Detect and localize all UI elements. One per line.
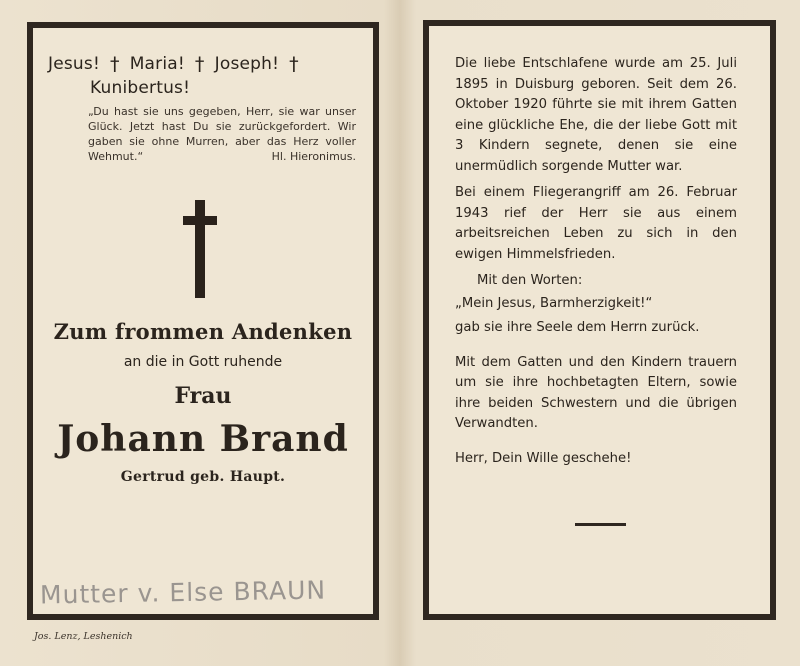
quote-text: „Du hast sie uns gegeben, Herr, sie war unser Glück. Jetzt hast Du sie zurückgefordert. Wir gaben sie ohne Murren, aber das Herz voller Wehmut.“ (88, 105, 356, 163)
invocation-kunibertus: Kunibertus! (90, 78, 191, 98)
soul-line: gab sie ihre Seele dem Herrn zurück. (455, 320, 700, 335)
last-words: „Mein Jesus, Barmherzigkeit!“ (455, 295, 653, 311)
quote-author: Hl. Hieronimus. (271, 150, 356, 163)
invocation-maria: Maria! (129, 54, 185, 74)
large-cross-icon (183, 200, 217, 298)
memorial-subtitle: an die in Gott ruhende (123, 354, 283, 370)
printer-imprint: Jos. Lenz, Leshenich (34, 631, 133, 642)
small-cross-icon: † (109, 53, 120, 75)
closing-prayer: Herr, Dein Wille geschehe! (455, 450, 632, 466)
invocation-joseph: Joseph! (214, 54, 280, 74)
invocation-jesus: Jesus! (48, 54, 100, 74)
invocation (48, 52, 358, 100)
birth-name: Gertrud geb. Haupt. (120, 469, 286, 485)
small-cross-icon: † (289, 53, 299, 75)
biography (455, 54, 737, 475)
bio-paragraph-birth: Die liebe Entschlafene wurde am 25. Juli 1895 in Duisburg geboren. Seit dem 26. Oktober 1920 führte sie mit ihrem Gatten eine glückliche Ehe, die der liebe Gott mit 3 Kindern segnete, denen sie eine unermüdlich sorgende Mutter war. (455, 56, 737, 174)
handwritten-note: Mutter v. Else BRAUN (39, 575, 327, 610)
divider-rule (575, 523, 626, 526)
small-cross-icon: † (194, 53, 205, 75)
memorial-title: Zum frommen Andenken (53, 319, 353, 344)
mourners-paragraph: Mit dem Gatten und den Kindern trauern um sie ihre hochbetagten Eltern, sowie ihre beiden Schwestern und die übrigen Verwandten. (455, 354, 737, 431)
bio-paragraph-death: Bei einem Fliegerangriff am 26. Februar 1943 rief der Herr sie aus einem arbeitsreichen Leben zu sich in den ewigen Himmelsfrieden. (455, 185, 737, 262)
deceased-name: Johann Brand (57, 418, 349, 460)
memorial-frau: Frau (174, 383, 232, 409)
scripture-quote (88, 104, 356, 164)
last-words-intro: Mit den Worten: (477, 273, 583, 288)
